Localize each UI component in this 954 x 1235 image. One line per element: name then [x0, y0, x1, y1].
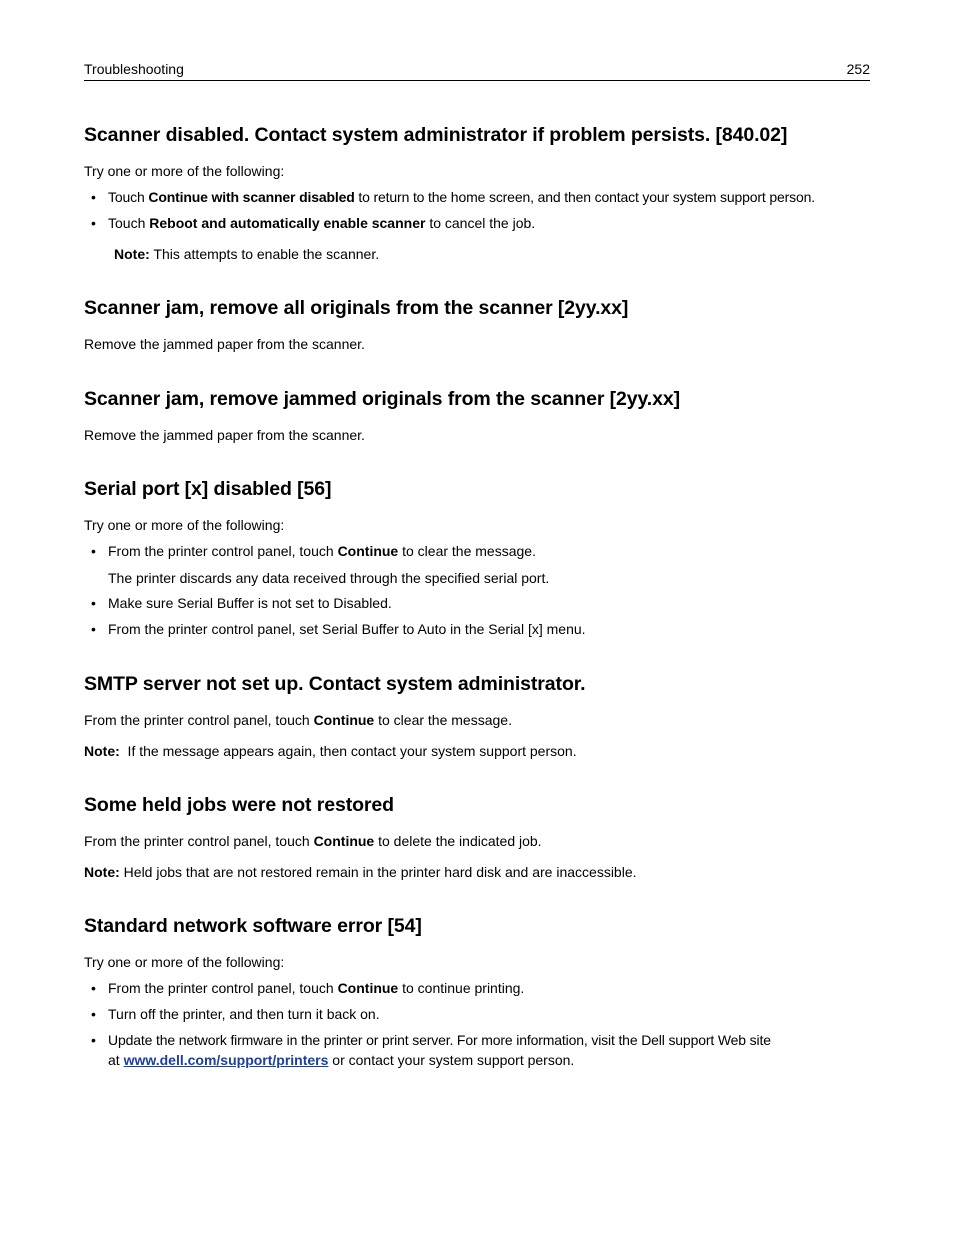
note-label: Note:: [84, 743, 120, 759]
s7-intro: Try one or more of the following:: [84, 954, 285, 970]
heading-scanner-jam-all: Scanner jam, remove all originals from the scanner [2yy.xx]: [84, 297, 629, 319]
bullet-icon: •: [91, 1032, 96, 1048]
s1-b2-bold: Reboot and automatically enable scanner: [149, 215, 426, 231]
bullet-icon: •: [91, 1006, 96, 1022]
header-page-number: 252: [846, 61, 870, 77]
heading-scanner-jam-jammed: Scanner jam, remove jammed originals from the scanner [2yy.xx]: [84, 388, 681, 410]
s4-intro: Try one or more of the following:: [84, 517, 285, 533]
s6-bold: Continue: [313, 833, 375, 849]
s3-body: Remove the jammed paper from the scanner.: [84, 427, 365, 443]
s1-intro: Try one or more of the following:: [84, 163, 285, 179]
bullet-icon: •: [91, 980, 96, 996]
s7-bullet-3-line-2: at www.dell.com/support/printers or contact your system support person.: [108, 1052, 575, 1068]
s5-bold: Continue: [313, 712, 375, 728]
s1-note: Note: This attempts to enable the scanner.: [114, 246, 380, 262]
bullet-icon: •: [91, 215, 96, 231]
s6-body: From the printer control panel, touch Continue to delete the indicated job.: [84, 833, 542, 849]
bullet-icon: •: [91, 543, 96, 559]
s6-note: Note: Held jobs that are not restored remain in the printer hard disk and are inaccessible.: [84, 864, 637, 880]
heading-held-jobs: Some held jobs were not restored: [84, 794, 394, 816]
bullet-icon: •: [91, 621, 96, 637]
s4-b1-bold: Continue: [337, 543, 399, 559]
s2-body: Remove the jammed paper from the scanner.: [84, 336, 365, 352]
heading-smtp-server: SMTP server not set up. Contact system administrator.: [84, 673, 586, 695]
bullet-icon: •: [91, 595, 96, 611]
bullet-icon: •: [91, 189, 96, 205]
s7-b1-bold: Continue: [337, 980, 399, 996]
heading-network-error: Standard network software error [54]: [84, 915, 422, 937]
header-section-title: Troubleshooting: [84, 61, 184, 77]
s4-bullet-1-subtext: The printer discards any data received through the specified serial port.: [108, 570, 550, 586]
page-header: [84, 60, 870, 81]
note-label: Note:: [84, 864, 120, 880]
s5-body: From the printer control panel, touch Continue to clear the message.: [84, 712, 512, 728]
s5-note: Note: If the message appears again, then contact your system support person.: [84, 743, 577, 759]
heading-scanner-disabled: Scanner disabled. Contact system administrator if problem persists. [840.02]: [84, 124, 788, 146]
note-label: Note:: [114, 246, 150, 262]
s1-b1-bold: Continue with scanner disabled: [148, 189, 355, 205]
heading-serial-port: Serial port [x] disabled [56]: [84, 478, 332, 500]
dell-support-link[interactable]: www.dell.com/support/printers: [123, 1052, 329, 1068]
